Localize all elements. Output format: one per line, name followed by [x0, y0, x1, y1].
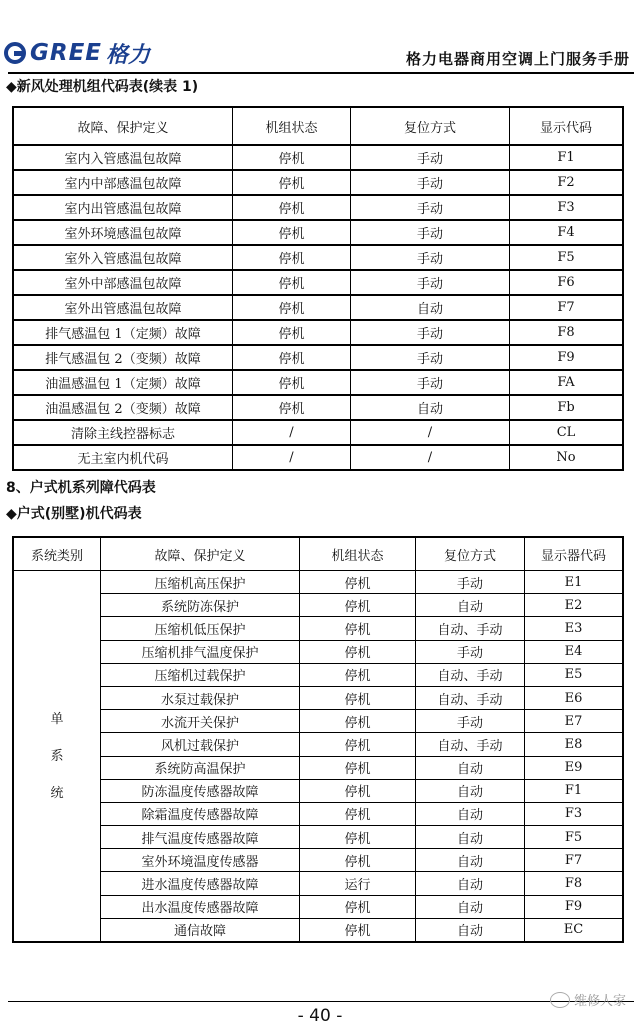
fault-definition-cell: 室内入管感温包故障: [13, 145, 233, 170]
table-row: [13, 594, 623, 617]
table-row: [13, 445, 623, 470]
table-header-row: [13, 537, 623, 571]
reset-method-cell: /: [351, 420, 510, 445]
fault-definition-cell: 通信故障: [101, 918, 300, 942]
unit-status-cell: 停机: [233, 220, 351, 245]
fault-definition-cell: 室外中部感温包故障: [13, 270, 233, 295]
gree-logo-icon: [4, 42, 26, 64]
reset-method-cell: 手动: [416, 640, 525, 663]
reset-method-cell: 手动: [351, 245, 510, 270]
unit-status-cell: 停机: [300, 849, 416, 872]
fault-definition-cell: 压缩机排气温度保护: [101, 640, 300, 663]
reset-method-cell: 自动: [416, 594, 525, 617]
reset-method-cell: 手动: [416, 571, 525, 594]
display-code-cell: E1: [525, 571, 624, 594]
unit-status-cell: 停机: [300, 686, 416, 709]
fault-definition-cell: 排气感温包 1（定频）故障: [13, 320, 233, 345]
watermark: [550, 990, 626, 1009]
section1-heading: ◆新风处理机组代码表(续表 1): [6, 79, 199, 95]
display-code-cell: E4: [525, 640, 624, 663]
fault-definition-cell: 出水温度传感器故障: [101, 895, 300, 918]
table-row: [13, 195, 623, 220]
unit-status-cell: 停机: [300, 779, 416, 802]
table-row: [13, 345, 623, 370]
reset-method-cell: 手动: [351, 270, 510, 295]
display-code-cell: F4: [510, 220, 624, 245]
unit-status-cell: 停机: [300, 895, 416, 918]
fault-definition-cell: 室外入管感温包故障: [13, 245, 233, 270]
display-code-cell: F3: [525, 802, 624, 825]
unit-status-cell: 停机: [300, 571, 416, 594]
display-code-cell: F1: [510, 145, 624, 170]
unit-status-cell: 停机: [233, 370, 351, 395]
unit-status-cell: 停机: [300, 640, 416, 663]
system-type-char: 系: [50, 748, 64, 764]
table-row: [13, 802, 623, 825]
reset-method-cell: 自动、手动: [416, 686, 525, 709]
fault-definition-cell: 水流开关保护: [101, 710, 300, 733]
table-row: [13, 895, 623, 918]
reset-method-cell: 自动: [416, 918, 525, 942]
unit-status-cell: 停机: [300, 918, 416, 942]
reset-method-cell: 自动: [416, 872, 525, 895]
unit-status-cell: /: [233, 445, 351, 470]
reset-method-cell: 自动: [416, 802, 525, 825]
fault-definition-cell: 除霜温度传感器故障: [101, 802, 300, 825]
table-row: [13, 295, 623, 320]
unit-status-cell: 停机: [300, 733, 416, 756]
table-row: [13, 918, 623, 942]
unit-status-cell: 停机: [233, 345, 351, 370]
reset-method-cell: 手动: [351, 220, 510, 245]
display-code-cell: No: [510, 445, 624, 470]
wechat-icon: [550, 992, 570, 1008]
reset-method-cell: 自动: [416, 895, 525, 918]
fault-definition-cell: 防冻温度传感器故障: [101, 779, 300, 802]
section2-heading: 8、户式机系列障代码表: [6, 480, 156, 496]
reset-method-cell: 自动: [416, 826, 525, 849]
fault-definition-cell: 风机过载保护: [101, 733, 300, 756]
reset-method-cell: 手动: [416, 710, 525, 733]
table-row: [13, 872, 623, 895]
display-code-cell: E3: [525, 617, 624, 640]
reset-method-cell: 自动: [416, 779, 525, 802]
fault-definition-cell: 室外环境温度传感器: [101, 849, 300, 872]
col-unit-status: 机组状态: [233, 107, 351, 145]
display-code-cell: F5: [525, 826, 624, 849]
table-row: [13, 420, 623, 445]
unit-status-cell: 停机: [300, 710, 416, 733]
unit-status-cell: 停机: [300, 756, 416, 779]
reset-method-cell: 手动: [351, 195, 510, 220]
fault-definition-cell: 油温感温包 2（变频）故障: [13, 395, 233, 420]
table-row: [13, 849, 623, 872]
display-code-cell: E8: [525, 733, 624, 756]
display-code-cell: F1: [525, 779, 624, 802]
fault-definition-cell: 室内出管感温包故障: [13, 195, 233, 220]
fault-definition-cell: 排气温度传感器故障: [101, 826, 300, 849]
table-row: [13, 220, 623, 245]
display-code-cell: F3: [510, 195, 624, 220]
table-row: [13, 733, 623, 756]
unit-status-cell: 停机: [300, 663, 416, 686]
fault-definition-cell: 水泵过载保护: [101, 686, 300, 709]
unit-status-cell: 停机: [300, 617, 416, 640]
section2-subheading: ◆户式(别墅)机代码表: [6, 506, 142, 522]
fault-definition-cell: 室内中部感温包故障: [13, 170, 233, 195]
reset-method-cell: 自动: [351, 395, 510, 420]
unit-status-cell: 停机: [233, 245, 351, 270]
unit-status-cell: 停机: [233, 320, 351, 345]
logo-text: GREE: [30, 40, 103, 66]
reset-method-cell: 自动: [351, 295, 510, 320]
system-type-char: 单: [50, 711, 64, 727]
unit-status-cell: 停机: [300, 594, 416, 617]
display-code-cell: E2: [525, 594, 624, 617]
display-code-cell: F7: [510, 295, 624, 320]
table-row: [13, 145, 623, 170]
display-code-cell: F9: [525, 895, 624, 918]
table-row: [13, 395, 623, 420]
table-row: [13, 170, 623, 195]
footer-rule: [8, 1001, 634, 1002]
unit-status-cell: 停机: [233, 395, 351, 420]
reset-method-cell: 手动: [351, 370, 510, 395]
fault-definition-cell: 系统防高温保护: [101, 756, 300, 779]
unit-status-cell: 停机: [233, 270, 351, 295]
reset-method-cell: 自动: [416, 756, 525, 779]
fault-definition-cell: 油温感温包 1（定频）故障: [13, 370, 233, 395]
table-row: [13, 571, 623, 594]
household-unit-code-table: [12, 536, 624, 943]
display-code-cell: F6: [510, 270, 624, 295]
display-code-cell: E6: [525, 686, 624, 709]
fault-definition-cell: 压缩机低压保护: [101, 617, 300, 640]
display-code-cell: FA: [510, 370, 624, 395]
table-row: [13, 270, 623, 295]
gree-logo: [4, 38, 150, 68]
header-rule: [8, 72, 634, 74]
table-row: [13, 756, 623, 779]
reset-method-cell: /: [351, 445, 510, 470]
table-row: [13, 826, 623, 849]
table-row: [13, 245, 623, 270]
display-code-cell: F5: [510, 245, 624, 270]
reset-method-cell: 自动、手动: [416, 733, 525, 756]
table-row: [13, 370, 623, 395]
fault-definition-cell: 压缩机过载保护: [101, 663, 300, 686]
reset-method-cell: 自动、手动: [416, 617, 525, 640]
display-code-cell: F7: [525, 849, 624, 872]
fault-definition-cell: 室外出管感温包故障: [13, 295, 233, 320]
reset-method-cell: 手动: [351, 170, 510, 195]
fault-definition-cell: 系统防冻保护: [101, 594, 300, 617]
reset-method-cell: 自动: [416, 849, 525, 872]
document-title: 格力电器商用空调上门服务手册: [405, 50, 630, 68]
fault-definition-cell: 室外环境感温包故障: [13, 220, 233, 245]
page-header: [0, 0, 640, 74]
unit-status-cell: 停机: [300, 826, 416, 849]
unit-status-cell: /: [233, 420, 351, 445]
table-row: [13, 617, 623, 640]
table-row: [13, 640, 623, 663]
col-unit-status: 机组状态: [300, 537, 416, 571]
reset-method-cell: 手动: [351, 145, 510, 170]
fresh-air-code-table: [12, 106, 624, 471]
watermark-text: 维修人家: [573, 994, 626, 1009]
col-reset-method: 复位方式: [416, 537, 525, 571]
col-fault-definition: 故障、保护定义: [13, 107, 233, 145]
unit-status-cell: 运行: [300, 872, 416, 895]
table-row: [13, 663, 623, 686]
display-code-cell: F8: [510, 320, 624, 345]
unit-status-cell: 停机: [300, 802, 416, 825]
display-code-cell: F8: [525, 872, 624, 895]
system-type-cell: [13, 571, 101, 943]
col-system-type: 系统类别: [13, 537, 101, 571]
display-code-cell: F9: [510, 345, 624, 370]
unit-status-cell: 停机: [233, 195, 351, 220]
reset-method-cell: 手动: [351, 320, 510, 345]
page-number: - 40 -: [297, 1006, 343, 1026]
display-code-cell: CL: [510, 420, 624, 445]
reset-method-cell: 自动、手动: [416, 663, 525, 686]
col-reset-method: 复位方式: [351, 107, 510, 145]
col-display-code: 显示器代码: [525, 537, 624, 571]
logo-chinese: 格力: [106, 41, 151, 68]
col-fault-definition: 故障、保护定义: [101, 537, 300, 571]
display-code-cell: E5: [525, 663, 624, 686]
fault-definition-cell: 清除主线控器标志: [13, 420, 233, 445]
display-code-cell: E9: [525, 756, 624, 779]
display-code-cell: F2: [510, 170, 624, 195]
display-code-cell: E7: [525, 710, 624, 733]
fault-definition-cell: 进水温度传感器故障: [101, 872, 300, 895]
table-header-row: [13, 107, 623, 145]
unit-status-cell: 停机: [233, 145, 351, 170]
table-row: [13, 320, 623, 345]
display-code-cell: Fb: [510, 395, 624, 420]
table-row: [13, 710, 623, 733]
reset-method-cell: 手动: [351, 345, 510, 370]
unit-status-cell: 停机: [233, 170, 351, 195]
system-type-char: 统: [50, 785, 64, 801]
col-display-code: 显示代码: [510, 107, 624, 145]
table-row: [13, 779, 623, 802]
unit-status-cell: 停机: [233, 295, 351, 320]
fault-definition-cell: 压缩机高压保护: [101, 571, 300, 594]
fault-definition-cell: 排气感温包 2（变频）故障: [13, 345, 233, 370]
display-code-cell: EC: [525, 918, 624, 942]
fault-definition-cell: 无主室内机代码: [13, 445, 233, 470]
table-row: [13, 686, 623, 709]
